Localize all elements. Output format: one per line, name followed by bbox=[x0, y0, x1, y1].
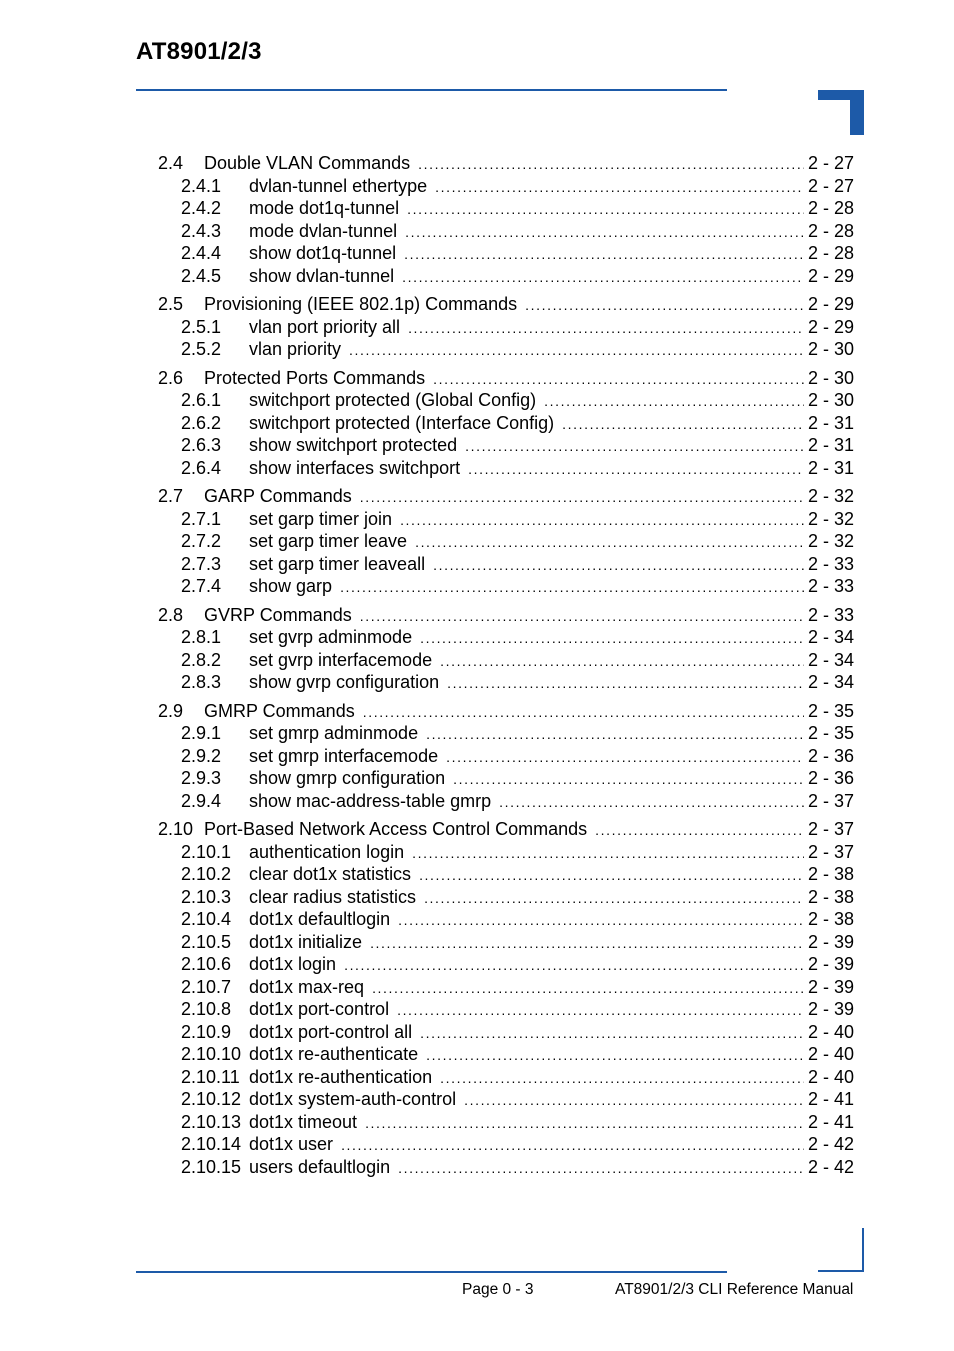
toc-subsection-entry[interactable] bbox=[158, 886, 854, 909]
toc-entry-title: dvlan-tunnel ethertype bbox=[249, 175, 428, 196]
toc-subsection-entry[interactable] bbox=[158, 1088, 854, 1111]
toc-subsection-entry[interactable] bbox=[158, 1066, 854, 1089]
toc-entry-number: 2.8.3 bbox=[181, 672, 222, 692]
toc-dot-leader bbox=[525, 294, 804, 316]
toc-dot-leader bbox=[400, 509, 804, 531]
toc-entry-page: 2 - 40 bbox=[807, 1044, 854, 1064]
toc-subsection-entry[interactable] bbox=[158, 976, 854, 999]
toc-dot-leader bbox=[363, 701, 804, 723]
toc-entry-number: 2.10.1 bbox=[181, 841, 232, 862]
toc-entry-title: dot1x port-control bbox=[249, 999, 390, 1019]
toc-dot-leader bbox=[370, 932, 804, 954]
toc-entry-page: 2 - 38 bbox=[807, 909, 854, 929]
toc-section-entry[interactable] bbox=[158, 152, 854, 175]
toc-dot-leader bbox=[360, 605, 804, 627]
toc-entry-number: 2.7.4 bbox=[181, 576, 222, 596]
toc-entry-number: 2.10.5 bbox=[181, 931, 232, 952]
toc-entry-number: 2.10.3 bbox=[181, 886, 232, 907]
toc-dot-leader bbox=[419, 864, 804, 886]
toc-entry-number: 2.4.2 bbox=[181, 198, 222, 218]
toc-subsection-entry[interactable] bbox=[158, 671, 854, 694]
toc-entry-number: 2.7.2 bbox=[181, 531, 222, 551]
toc-subsection-entry[interactable] bbox=[158, 553, 854, 576]
toc-entry-number: 2.10.2 bbox=[181, 864, 232, 884]
toc-subsection-entry[interactable] bbox=[158, 863, 854, 886]
toc-entry-title: mode dot1q-tunnel bbox=[249, 198, 400, 218]
toc-entry-number: 2.4.5 bbox=[181, 265, 222, 286]
toc-dot-leader bbox=[440, 1067, 804, 1089]
toc-entry-page: 2 - 33 bbox=[807, 604, 854, 625]
toc-entry-number: 2.9.1 bbox=[181, 723, 222, 743]
toc-dot-leader bbox=[424, 887, 804, 909]
toc-entry-page: 2 - 27 bbox=[807, 175, 854, 196]
toc-entry-page: 2 - 29 bbox=[807, 294, 854, 314]
toc-entry-title: Double VLAN Commands bbox=[204, 153, 411, 173]
toc-entry-page: 2 - 37 bbox=[807, 841, 854, 862]
toc-entry-page: 2 - 41 bbox=[807, 1111, 854, 1132]
toc-section-entry[interactable] bbox=[158, 700, 854, 723]
toc-entry-title: authentication login bbox=[249, 841, 405, 862]
toc-entry-title: dot1x user bbox=[249, 1134, 334, 1154]
toc-entry-title: set garp timer join bbox=[249, 508, 393, 529]
toc-dot-leader bbox=[415, 531, 804, 553]
toc-dot-leader bbox=[412, 842, 804, 864]
toc-dot-leader bbox=[398, 909, 804, 931]
toc-entry-page: 2 - 42 bbox=[807, 1134, 854, 1154]
toc-entry-title: set garp timer leave bbox=[249, 531, 408, 551]
toc-entry-number: 2.10.4 bbox=[181, 909, 232, 929]
toc-entry-page: 2 - 40 bbox=[807, 1066, 854, 1087]
toc-entry-number: 2.10.8 bbox=[181, 999, 232, 1019]
toc-subsection-entry[interactable] bbox=[158, 197, 854, 220]
toc-entry-number: 2.6.4 bbox=[181, 457, 222, 478]
toc-subsection-entry[interactable] bbox=[158, 1133, 854, 1156]
toc-entry-page: 2 - 38 bbox=[807, 886, 854, 907]
toc-dot-leader bbox=[402, 266, 804, 288]
toc-entry-title: GVRP Commands bbox=[204, 604, 352, 625]
toc-entry-number: 2.10.9 bbox=[181, 1021, 232, 1042]
toc-entry-number: 2.7.1 bbox=[181, 508, 222, 529]
toc-dot-leader bbox=[360, 486, 804, 508]
toc-entry-number: 2.8.2 bbox=[181, 649, 222, 670]
toc-entry-page: 2 - 41 bbox=[807, 1089, 854, 1109]
footer-manual-title: AT8901/2/3 CLI Reference Manual bbox=[615, 1281, 854, 1298]
toc-entry-number: 2.10.13 bbox=[181, 1111, 242, 1132]
toc-entry-number: 2.9.4 bbox=[181, 790, 222, 811]
toc-entry-number: 2.8.1 bbox=[181, 627, 222, 647]
toc-subsection-entry[interactable] bbox=[158, 1043, 854, 1066]
toc-dot-leader bbox=[420, 627, 804, 649]
toc-dot-leader bbox=[420, 1022, 804, 1044]
toc-entry-title: show mac-address-table gmrp bbox=[249, 790, 492, 811]
toc-entry-page: 2 - 33 bbox=[807, 576, 854, 596]
toc-entry-title: dot1x port-control all bbox=[249, 1021, 413, 1042]
toc-subsection-entry[interactable] bbox=[158, 722, 854, 745]
toc-dot-leader bbox=[426, 1044, 804, 1066]
toc-dot-leader bbox=[397, 999, 804, 1021]
toc-entry-number: 2.6.3 bbox=[181, 435, 222, 455]
toc-entry-number: 2.10.15 bbox=[181, 1156, 242, 1177]
toc-entry-title: dot1x timeout bbox=[249, 1111, 358, 1132]
toc-entry-title: show garp bbox=[249, 576, 333, 596]
toc-entry-number: 2.10.7 bbox=[181, 976, 232, 997]
toc-entry-page: 2 - 34 bbox=[807, 649, 854, 670]
toc-dot-leader bbox=[453, 768, 804, 790]
footer-rule bbox=[136, 1271, 727, 1273]
table-of-contents bbox=[158, 152, 854, 1178]
toc-entry-page: 2 - 39 bbox=[807, 954, 854, 974]
toc-entry-title: set gmrp adminmode bbox=[249, 723, 419, 743]
toc-subsection-entry[interactable] bbox=[158, 953, 854, 976]
toc-entry-page: 2 - 29 bbox=[807, 265, 854, 286]
toc-dot-leader bbox=[440, 650, 804, 672]
toc-dot-leader bbox=[404, 243, 804, 265]
toc-subsection-entry[interactable] bbox=[158, 626, 854, 649]
toc-entry-number: 2.4.3 bbox=[181, 220, 222, 241]
toc-entry-page: 2 - 39 bbox=[807, 999, 854, 1019]
toc-entry-title: Provisioning (IEEE 802.1p) Commands bbox=[204, 294, 518, 314]
toc-subsection-entry[interactable] bbox=[158, 508, 854, 531]
toc-dot-leader bbox=[344, 954, 804, 976]
toc-subsection-entry[interactable] bbox=[158, 908, 854, 931]
toc-entry-number: 2.9.3 bbox=[181, 768, 222, 788]
toc-subsection-entry[interactable] bbox=[158, 175, 854, 198]
toc-entry-number: 2.5.2 bbox=[181, 339, 222, 359]
toc-subsection-entry[interactable] bbox=[158, 338, 854, 361]
toc-entry-number: 2.7.3 bbox=[181, 553, 222, 574]
toc-subsection-entry[interactable] bbox=[158, 649, 854, 672]
toc-entry-title: dot1x max-req bbox=[249, 976, 365, 997]
toc-entry-title: switchport protected (Interface Config) bbox=[249, 412, 555, 433]
toc-section-entry[interactable] bbox=[158, 293, 854, 316]
toc-entry-number: 2.10.14 bbox=[181, 1134, 242, 1154]
toc-subsection-entry[interactable] bbox=[158, 1021, 854, 1044]
toc-dot-leader bbox=[447, 672, 804, 694]
toc-dot-leader bbox=[468, 458, 804, 480]
toc-entry-title: set gvrp adminmode bbox=[249, 627, 413, 647]
toc-entry-title: GMRP Commands bbox=[204, 700, 355, 721]
toc-dot-leader bbox=[349, 339, 804, 361]
toc-entry-page: 2 - 39 bbox=[807, 976, 854, 997]
toc-entry-number: 2.4 bbox=[158, 153, 184, 173]
toc-dot-leader bbox=[398, 1157, 804, 1179]
toc-entry-number: 2.4.4 bbox=[181, 243, 222, 263]
toc-subsection-entry[interactable] bbox=[158, 412, 854, 435]
toc-entry-number: 2.6.1 bbox=[181, 390, 222, 410]
toc-entry-title: show switchport protected bbox=[249, 435, 458, 455]
toc-entry-page: 2 - 38 bbox=[807, 864, 854, 884]
toc-section-entry[interactable] bbox=[158, 604, 854, 627]
toc-entry-page: 2 - 31 bbox=[807, 457, 854, 478]
toc-subsection-entry[interactable] bbox=[158, 767, 854, 790]
toc-entry-title: mode dvlan-tunnel bbox=[249, 220, 398, 241]
toc-entry-number: 2.6.2 bbox=[181, 412, 222, 433]
toc-entry-title: dot1x re-authentication bbox=[249, 1066, 433, 1087]
toc-entry-page: 2 - 30 bbox=[807, 390, 854, 410]
toc-entry-title: dot1x initialize bbox=[249, 931, 363, 952]
toc-dot-leader bbox=[465, 435, 804, 457]
toc-entry-title: dot1x login bbox=[249, 954, 337, 974]
toc-subsection-entry[interactable] bbox=[158, 998, 854, 1021]
toc-entry-page: 2 - 42 bbox=[807, 1156, 854, 1177]
toc-entry-title: clear radius statistics bbox=[249, 886, 417, 907]
toc-entry-page: 2 - 34 bbox=[807, 672, 854, 692]
toc-entry-number: 2.7 bbox=[158, 486, 184, 506]
toc-dot-leader bbox=[595, 819, 804, 841]
toc-subsection-entry[interactable] bbox=[158, 434, 854, 457]
toc-entry-number: 2.10.6 bbox=[181, 954, 232, 974]
toc-entry-page: 2 - 27 bbox=[807, 153, 854, 173]
toc-entry-title: GARP Commands bbox=[204, 486, 352, 506]
toc-entry-number: 2.5.1 bbox=[181, 316, 222, 337]
toc-dot-leader bbox=[562, 413, 804, 435]
toc-entry-title: show interfaces switchport bbox=[249, 457, 461, 478]
toc-subsection-entry[interactable] bbox=[158, 1156, 854, 1179]
toc-dot-leader bbox=[341, 1134, 804, 1156]
toc-dot-leader bbox=[446, 746, 804, 768]
toc-entry-page: 2 - 40 bbox=[807, 1021, 854, 1042]
toc-entry-page: 2 - 32 bbox=[807, 486, 854, 506]
toc-entry-number: 2.10.12 bbox=[181, 1089, 242, 1109]
toc-entry-page: 2 - 30 bbox=[807, 339, 854, 359]
toc-entry-title: switchport protected (Global Config) bbox=[249, 390, 537, 410]
toc-subsection-entry[interactable] bbox=[158, 790, 854, 813]
toc-entry-page: 2 - 36 bbox=[807, 768, 854, 788]
toc-dot-leader bbox=[433, 554, 804, 576]
toc-entry-page: 2 - 34 bbox=[807, 627, 854, 647]
toc-entry-title: clear dot1x statistics bbox=[249, 864, 412, 884]
toc-dot-leader bbox=[435, 176, 804, 198]
toc-subsection-entry[interactable] bbox=[158, 745, 854, 768]
toc-entry-number: 2.9 bbox=[158, 700, 184, 721]
toc-entry-page: 2 - 28 bbox=[807, 220, 854, 241]
toc-dot-leader bbox=[464, 1089, 804, 1111]
toc-subsection-entry[interactable] bbox=[158, 931, 854, 954]
toc-subsection-entry[interactable] bbox=[158, 220, 854, 243]
toc-entry-page: 2 - 37 bbox=[807, 790, 854, 811]
toc-subsection-entry[interactable] bbox=[158, 457, 854, 480]
toc-entry-number: 2.4.1 bbox=[181, 175, 222, 196]
toc-entry-number: 2.10.10 bbox=[181, 1044, 242, 1064]
header-rule bbox=[136, 89, 727, 91]
toc-entry-title: set gmrp interfacemode bbox=[249, 745, 439, 766]
toc-dot-leader bbox=[544, 390, 804, 412]
toc-entry-page: 2 - 31 bbox=[807, 412, 854, 433]
toc-dot-leader bbox=[340, 576, 804, 598]
toc-dot-leader bbox=[499, 791, 804, 813]
toc-entry-title: dot1x system-auth-control bbox=[249, 1089, 457, 1109]
toc-section-entry[interactable] bbox=[158, 818, 854, 841]
toc-dot-leader bbox=[372, 977, 804, 999]
toc-subsection-entry[interactable] bbox=[158, 530, 854, 553]
toc-entry-page: 2 - 35 bbox=[807, 700, 854, 721]
toc-entry-page: 2 - 32 bbox=[807, 531, 854, 551]
toc-entry-page: 2 - 32 bbox=[807, 508, 854, 529]
toc-entry-page: 2 - 31 bbox=[807, 435, 854, 455]
corner-bracket-top-side bbox=[850, 90, 864, 135]
toc-entry-page: 2 - 35 bbox=[807, 723, 854, 743]
toc-dot-leader bbox=[407, 198, 804, 220]
footer-page-number: Page 0 - 3 bbox=[462, 1281, 534, 1298]
toc-entry-title: show gvrp configuration bbox=[249, 672, 440, 692]
toc-entry-title: show dvlan-tunnel bbox=[249, 265, 395, 286]
toc-entry-page: 2 - 30 bbox=[807, 367, 854, 388]
toc-entry-title: set gvrp interfacemode bbox=[249, 649, 433, 670]
toc-entry-number: 2.10.11 bbox=[181, 1066, 240, 1087]
toc-entry-number: 2.9.2 bbox=[181, 745, 222, 766]
toc-subsection-entry[interactable] bbox=[158, 242, 854, 265]
toc-subsection-entry[interactable] bbox=[158, 1111, 854, 1134]
toc-entry-page: 2 - 28 bbox=[807, 243, 854, 263]
toc-entry-page: 2 - 39 bbox=[807, 931, 854, 952]
toc-subsection-entry[interactable] bbox=[158, 575, 854, 598]
toc-entry-title: show gmrp configuration bbox=[249, 768, 446, 788]
toc-entry-number: 2.5 bbox=[158, 294, 184, 314]
toc-dot-leader bbox=[426, 723, 804, 745]
toc-section-entry[interactable] bbox=[158, 485, 854, 508]
toc-entry-title: set garp timer leaveall bbox=[249, 553, 426, 574]
toc-entry-page: 2 - 36 bbox=[807, 745, 854, 766]
toc-entry-title: Protected Ports Commands bbox=[204, 367, 426, 388]
toc-entry-number: 2.8 bbox=[158, 604, 184, 625]
toc-entry-page: 2 - 29 bbox=[807, 316, 854, 337]
toc-section-entry[interactable] bbox=[158, 367, 854, 390]
corner-bracket-bottom-side bbox=[862, 1228, 864, 1272]
toc-entry-title: vlan port priority all bbox=[249, 316, 401, 337]
toc-subsection-entry[interactable] bbox=[158, 841, 854, 864]
toc-entry-title: users defaultlogin bbox=[249, 1156, 391, 1177]
toc-entry-title: Port-Based Network Access Control Commands bbox=[204, 819, 588, 839]
document-title: AT8901/2/3 bbox=[136, 38, 262, 65]
toc-entry-page: 2 - 37 bbox=[807, 819, 854, 839]
toc-subsection-entry[interactable] bbox=[158, 389, 854, 412]
toc-entry-page: 2 - 33 bbox=[807, 553, 854, 574]
toc-dot-leader bbox=[408, 317, 804, 339]
toc-subsection-entry[interactable] bbox=[158, 265, 854, 288]
toc-entry-title: show dot1q-tunnel bbox=[249, 243, 397, 263]
toc-entry-number: 2.6 bbox=[158, 367, 184, 388]
toc-entry-title: dot1x re-authenticate bbox=[249, 1044, 419, 1064]
toc-entry-page: 2 - 28 bbox=[807, 198, 854, 218]
toc-entry-title: vlan priority bbox=[249, 339, 342, 359]
toc-dot-leader bbox=[405, 221, 804, 243]
toc-dot-leader bbox=[365, 1112, 804, 1134]
toc-dot-leader bbox=[433, 368, 804, 390]
toc-subsection-entry[interactable] bbox=[158, 316, 854, 339]
toc-entry-number: 2.10 bbox=[158, 819, 194, 839]
toc-entry-title: dot1x defaultlogin bbox=[249, 909, 391, 929]
corner-bracket-bottom bbox=[818, 1270, 864, 1272]
toc-dot-leader bbox=[418, 153, 804, 175]
